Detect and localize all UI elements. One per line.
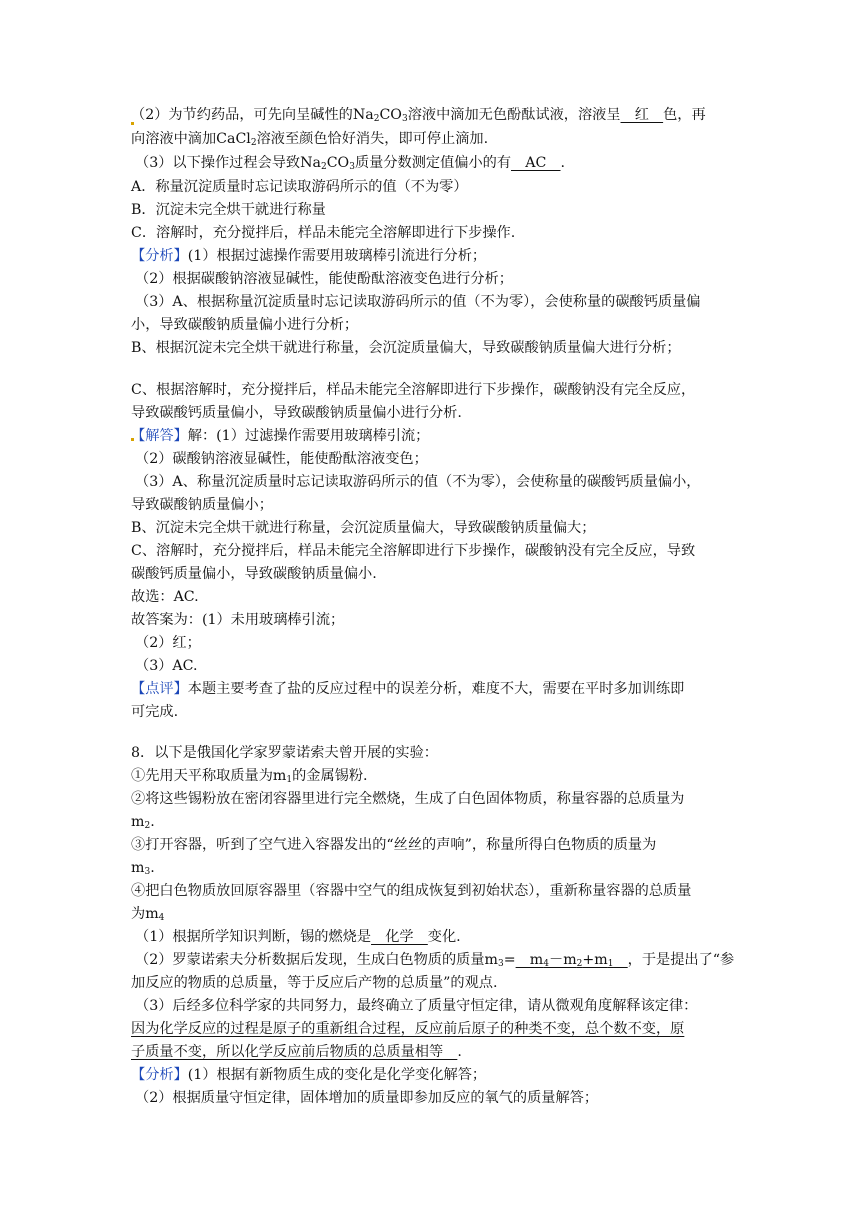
q8-step3-line2: $m_3$. bbox=[131, 860, 155, 877]
option-b: B．沉淀未完全烘干就进行称量 bbox=[131, 202, 326, 218]
analysis-line7: 导致碳酸钙质量偏小，导致碳酸钠质量偏小进行分析. bbox=[131, 405, 462, 421]
answer-line2: （2）碳酸钠溶液显碱性，能使酚酞溶液变色； bbox=[135, 451, 428, 467]
q8-step4-line2: 为$m_4$ bbox=[131, 906, 165, 923]
q7-part3-line: （3）以下操作过程会导致$Na_2CO_3$质量分数测定值偏小的有 AC . bbox=[135, 155, 566, 172]
analysis-line3: （3）A、根据称量沉淀质量时忘记读取游码所示的值（不为零），会使称量的碳酸钙质量偏 bbox=[135, 294, 701, 310]
analysis-line2: （2）根据碳酸钠溶液显碱性，能使酚酞溶液变色进行分析； bbox=[135, 271, 513, 287]
answer-line8: 故选：AC. bbox=[131, 589, 199, 605]
analysis-tag: 【分析】 bbox=[131, 248, 188, 264]
q8-step4-line1: ④把白色物质放回原容器里（容器中空气的组成恢复到初始状态），重新称量容器的总质量 bbox=[131, 883, 692, 899]
analysis-line4: 小，导致碳酸钠质量偏小进行分析； bbox=[131, 317, 359, 333]
answer-line11: （3）AC. bbox=[135, 658, 198, 674]
q8-step1: ①先用天平称取质量为$m_1$的金属锡粉. bbox=[131, 768, 368, 785]
analysis-line6: C、根据溶解时，充分搅拌后，样品未能完全溶解即进行下步操作，碳酸钠没有完全反应， bbox=[131, 382, 696, 398]
answer-line1: 【解答】解：(1）过滤操作需要用玻璃棒引流； bbox=[131, 428, 430, 444]
answer-blank-mass-expression: $m_4-m_2+m_1$ bbox=[515, 952, 614, 969]
q7-part2-line2: 向溶液中滴加CaCl$_2$溶液至颜色恰好消失，即可停止滴加. bbox=[131, 131, 489, 148]
answer-line6: C、溶解时，充分搅拌后，样品未能完全溶解即进行下步操作，碳酸钠没有完全反应，导致 bbox=[131, 543, 696, 559]
answer-line7: 碳酸钙质量偏小，导致碳酸钠质量偏小. bbox=[131, 566, 377, 582]
answer-line9: 故答案为：(1）未用玻璃棒引流； bbox=[131, 612, 345, 628]
option-a: A．称量沉淀质量时忘记读取游码所示的值（不为零） bbox=[131, 179, 468, 195]
answer-line4: 导致碳酸钠质量偏小； bbox=[131, 497, 273, 513]
answer-line5: B、沉淀未完全烘干就进行称量，会沉淀质量偏大，导致碳酸钠质量偏大； bbox=[131, 520, 596, 536]
q8-part1: （1）根据所学知识判断，锡的燃烧是 化学 变化. bbox=[135, 929, 461, 945]
option-c: C．溶解时，充分搅拌后，样品未能完全溶解即进行下步操作. bbox=[131, 225, 516, 241]
q8-title: 8．以下是俄国化学家罗蒙诺索夫曾开展的实验： bbox=[131, 745, 438, 761]
answer-blank-explanation-2: 子质量不变，所以化学反应前后物质的总质量相等 bbox=[131, 1044, 458, 1060]
q8-part3-answer-line1 bbox=[131, 1018, 684, 1040]
q7-part2-line1: （2）为节约药品，可先向呈碱性的$Na_2CO_3$溶液中滴加无色酚酞试液，溶液呈 红 色，再 bbox=[131, 107, 706, 124]
q8-step2-line2: $m_2$. bbox=[131, 814, 155, 831]
q8-step3-line1: ③打开容器，听到了空气进入容器发出的“丝丝的声响”，称量所得白色物质的质量为 bbox=[131, 837, 657, 853]
comment-line2: 可完成. bbox=[131, 704, 179, 720]
analysis-line5: B、根据沉淀未完全烘干就进行称量，会沉淀质量偏大，导致碳酸钠质量偏大进行分析； bbox=[131, 340, 681, 356]
answer-line3: （3）A、称量沉淀质量时忘记读取游码所示的值（不为零），会使称量的碳酸钙质量偏小， bbox=[135, 474, 701, 490]
analysis-line1: 【分析】(1）根据过滤操作需要用玻璃棒引流进行分析； bbox=[131, 248, 487, 264]
answer-blank-color: 红 bbox=[620, 107, 664, 123]
comment-line1: 【点评】本题主要考查了盐的反应过程中的误差分析，难度不大，需要在平时多加训练即 bbox=[131, 681, 685, 697]
answer-line10: （2）红； bbox=[135, 635, 201, 651]
q8-step2-line1: ②将这些锡粉放在密闭容器里进行完全燃烧，生成了白色固体物质，称量容器的总质量为 bbox=[131, 791, 685, 807]
analysis2-line1: 【分析】(1）根据有新物质生成的变化是化学变化解答； bbox=[131, 1067, 487, 1083]
q8-part3-line1: （3）后经多位科学家的共同努力，最终确立了质量守恒定律，请从微观角度解释该定律： bbox=[135, 998, 698, 1014]
q8-part2-line2: 加反应的物质的总质量，等于反应后产物的总质量”的观点. bbox=[131, 975, 498, 991]
comment-tag: 【点评】 bbox=[131, 681, 188, 697]
answer-blank-ac: AC bbox=[511, 155, 561, 171]
answer-blank-chemical: 化学 bbox=[371, 929, 428, 945]
analysis2-tag: 【分析】 bbox=[131, 1067, 188, 1083]
analysis2-line2: （2）根据质量守恒定律，固体增加的质量即参加反应的氧气的质量解答； bbox=[135, 1090, 599, 1106]
answer-tag: 【解答】 bbox=[131, 428, 188, 444]
q8-part2-line1: （2）罗蒙诺索夫分析数据后发现，生成白色物质的质量$m_3=$ $m_4-m_2+m_1$ ，于是提出了“参 bbox=[135, 952, 735, 969]
q8-part3-answer-line2: 子质量不变，所以化学反应前后物质的总质量相等 . bbox=[131, 1044, 462, 1060]
answer-blank-explanation-1: 因为化学反应的过程是原子的重新组合过程，反应前后原子的种类不变，总个数不变，原 bbox=[131, 1021, 685, 1037]
